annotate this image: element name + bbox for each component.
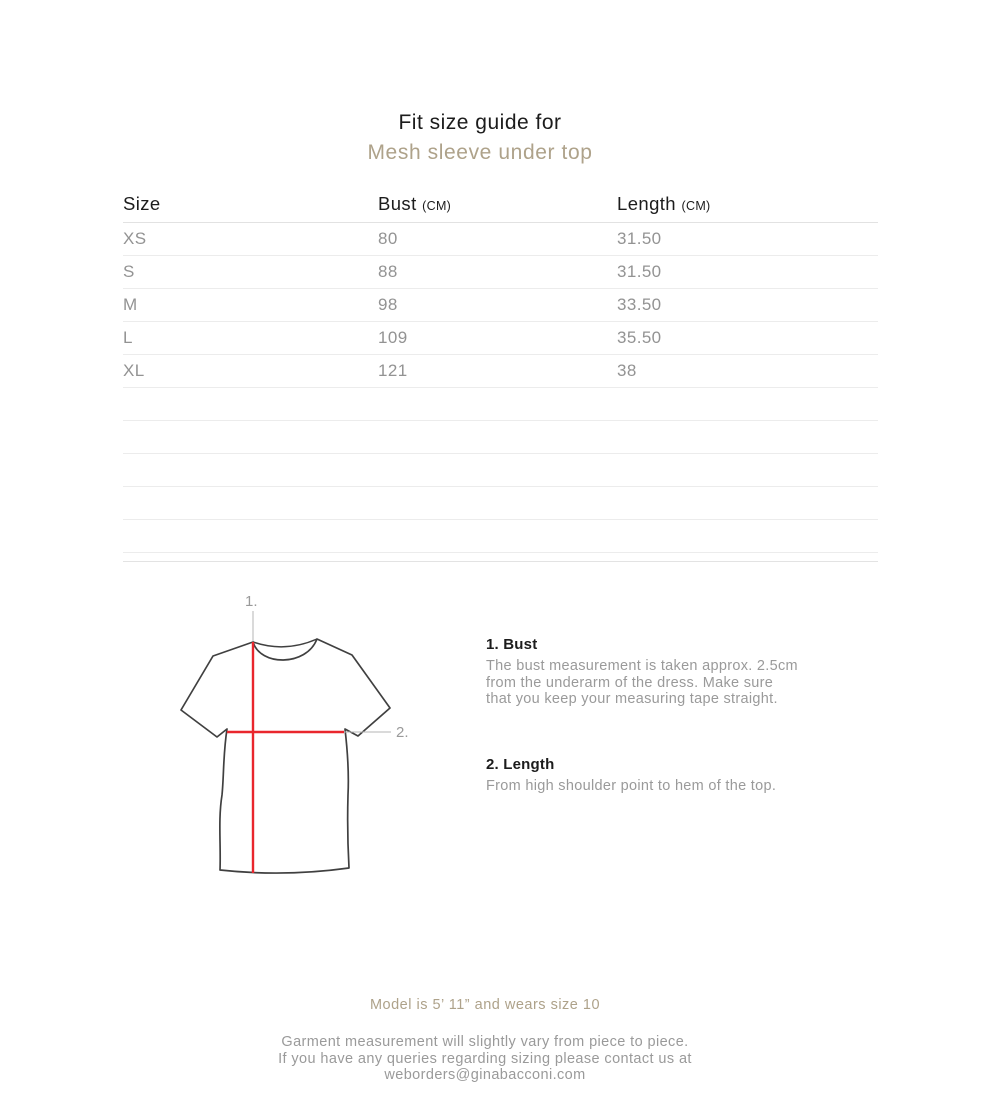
tshirt-outline	[181, 639, 390, 873]
size-cell: XL	[123, 361, 145, 380]
bust-note	[486, 636, 831, 708]
column-header-length	[617, 193, 878, 222]
column-header-length-unit: (CM)	[681, 199, 711, 213]
empty-table-row	[123, 454, 878, 487]
length-cell: 35.50	[617, 328, 662, 347]
empty-table-row	[123, 388, 878, 421]
length-note-line: From high shoulder point to hem of the top.	[486, 778, 777, 794]
column-header-bust-label: Bust	[378, 193, 417, 214]
bust-note-line: that you keep your measuring tape straight.	[486, 691, 778, 707]
length-cell: 33.50	[617, 295, 662, 314]
size-cell: L	[123, 328, 133, 347]
table-header-row	[123, 188, 878, 223]
table-row	[123, 322, 878, 355]
table-row	[123, 289, 878, 322]
tshirt-measurement-diagram	[160, 580, 460, 900]
column-header-bust	[378, 193, 617, 222]
bust-cell: 88	[378, 262, 398, 281]
marker1-label: 1.	[245, 593, 258, 610]
bust-note-heading: 1. Bust	[486, 636, 538, 653]
length-note-heading: 2. Length	[486, 756, 555, 773]
product-name: Mesh sleeve under top	[367, 141, 593, 164]
column-header-size-label: Size	[123, 193, 161, 214]
tshirt-back-neckline	[253, 639, 317, 647]
length-cell: 38	[617, 361, 637, 380]
bust-note-line: The bust measurement is taken approx. 2.5cm	[486, 658, 798, 674]
size-table	[123, 188, 878, 562]
size-cell: M	[123, 295, 138, 314]
title-block	[0, 111, 960, 165]
size-cell: S	[123, 262, 135, 281]
table-row	[123, 256, 878, 289]
table-bottom-rule	[123, 553, 878, 562]
footer-disclaimer-line: If you have any queries regarding sizing please contact us at	[278, 1050, 692, 1067]
length-cell: 31.50	[617, 262, 662, 281]
length-note	[486, 756, 831, 795]
table-row	[123, 223, 878, 256]
column-header-size	[123, 193, 378, 222]
column-header-bust-unit: (CM)	[422, 199, 452, 213]
empty-table-row	[123, 421, 878, 454]
size-cell: XS	[123, 229, 147, 248]
bust-note-line: from the underarm of the dress. Make sure	[486, 674, 774, 691]
bust-cell: 98	[378, 295, 398, 314]
length-cell: 31.50	[617, 229, 662, 248]
empty-table-row	[123, 520, 878, 553]
bust-cell: 109	[378, 328, 408, 347]
empty-table-row	[123, 487, 878, 520]
footer-disclaimer	[0, 1034, 970, 1084]
bust-cell: 80	[378, 229, 398, 248]
marker2-label: 2.	[396, 724, 409, 741]
column-header-length-label: Length	[617, 193, 676, 214]
page-title: Fit size guide for	[398, 111, 562, 134]
table-row	[123, 355, 878, 388]
bust-cell: 121	[378, 361, 408, 380]
footer-disclaimer-line: Garment measurement will slightly vary from piece to piece.	[281, 1034, 689, 1050]
model-size-note: Model is 5’ 11” and wears size 10	[369, 997, 601, 1013]
contact-email-text: weborders@ginabacconi.com	[384, 1067, 586, 1083]
